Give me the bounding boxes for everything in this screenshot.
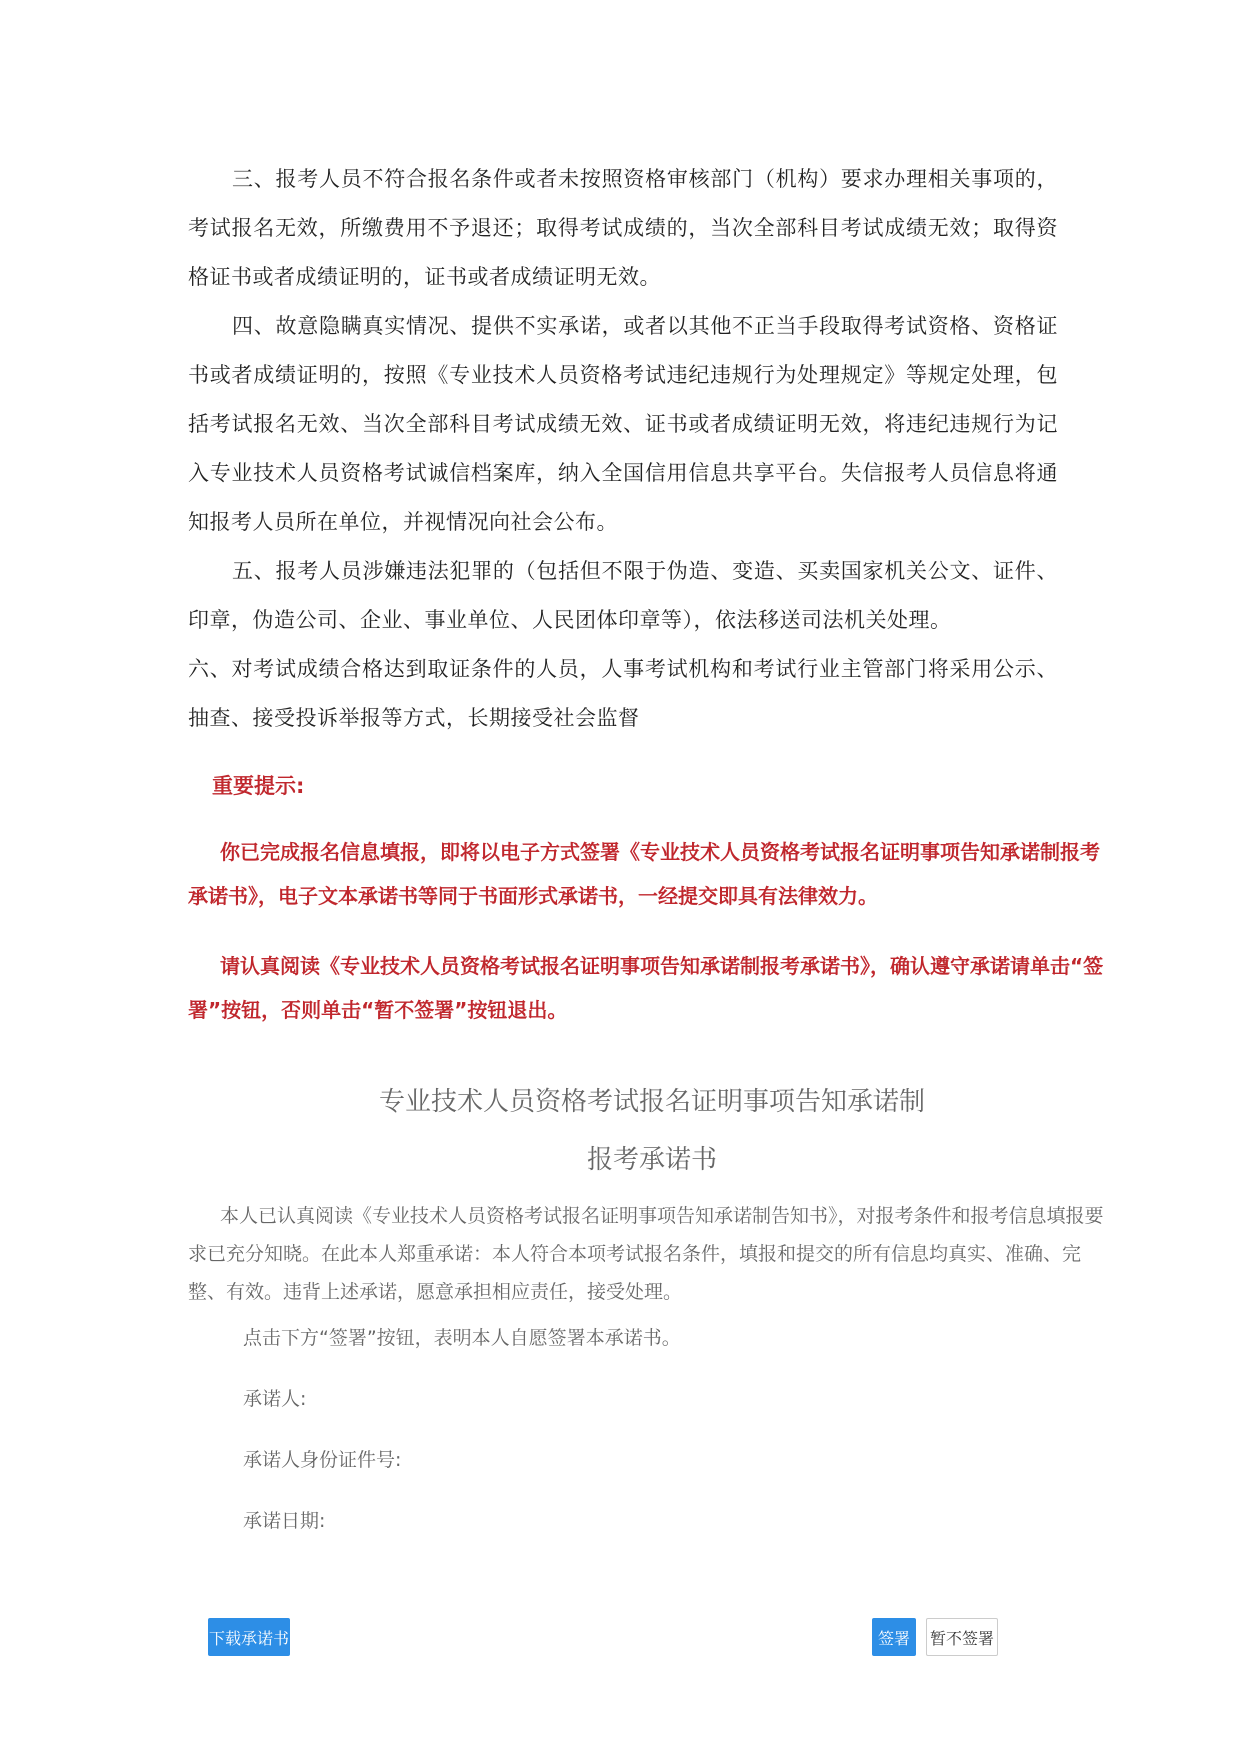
notice-paragraph-1: 你已完成报名信息填报，即将以电子方式签署《专业技术人员资格考试报名证明事项告知承诺制报考承诺书》，电子文本承诺书等同于书面形式承诺书，一经提交即具有法律效力。: [188, 840, 1100, 908]
pledge-subtitle: 报考承诺书: [586, 1145, 717, 1175]
download-pledge-button[interactable]: 下载承诺书: [208, 1618, 290, 1656]
clause-5: 五、报考人员涉嫌违法犯罪的（包括但不限于伪造、变造、买卖国家机关公文、证件、印章，伪造公司、企业、事业单位、人民团体印章等），依法移送司法机关处理。: [188, 559, 1058, 632]
promisor-label: 承诺人:: [243, 1388, 307, 1410]
pledge-title: 专业技术人员资格考试报名证明事项告知承诺制: [378, 1087, 925, 1117]
clause-3: 三、报考人员不符合报名条件或者未按照资格审核部门（机构）要求办理相关事项的，考试报名无效，所缴费用不予退还；取得考试成绩的，当次全部科目考试成绩无效；取得资格证书或者成绩证明的，证书或者成绩证明无效。: [188, 167, 1058, 289]
clauses-section: [188, 155, 1058, 743]
pledge-date-label: 承诺日期:: [243, 1510, 326, 1532]
important-notice: [188, 770, 1116, 1058]
pledge-document: [188, 1085, 1116, 1569]
promisor-id-label: 承诺人身份证件号:: [243, 1449, 402, 1471]
skip-sign-button[interactable]: 暂不签署: [926, 1618, 998, 1656]
sign-button[interactable]: 签署: [872, 1618, 916, 1656]
clause-6: 六、对考试成绩合格达到取证条件的人员，人事考试机构和考试行业主管部门将采用公示、抽查、接受投诉举报等方式，长期接受社会监督: [188, 657, 1058, 730]
notice-title: 重要提示:: [212, 774, 305, 798]
clause-4: 四、故意隐瞒真实情况、提供不实承诺，或者以其他不正当手段取得考试资格、资格证书或者成绩证明的，按照《专业技术人员资格考试违纪违规行为处理规定》等规定处理，包括考试报名无效、当次全部科目考试成绩无效、证书或者成绩证明无效，将违纪违规行为记入专业技术人员资格考试诚信档案库，纳入全国信用信息共享平台。失信报考人员信息将通知报考人员所在单位，并视情况向社会公布。: [188, 314, 1058, 534]
notice-paragraph-2: 请认真阅读《专业技术人员资格考试报名证明事项告知承诺制报考承诺书》，确认遵守承诺请单击“签署”按钮，否则单击“暂不签署”按钮退出。: [188, 954, 1104, 1022]
pledge-instruction: 点击下方“签署”按钮，表明本人自愿签署本承诺书。: [243, 1327, 681, 1349]
pledge-text: 本人已认真阅读《专业技术人员资格考试报名证明事项告知承诺制告知书》，对报考条件和报考信息填报要求已充分知晓。在此本人郑重承诺：本人符合本项考试报名条件，填报和提交的所有信息均真实、准确、完整、有效。违背上述承诺，愿意承担相应责任，接受处理。: [188, 1205, 1104, 1303]
